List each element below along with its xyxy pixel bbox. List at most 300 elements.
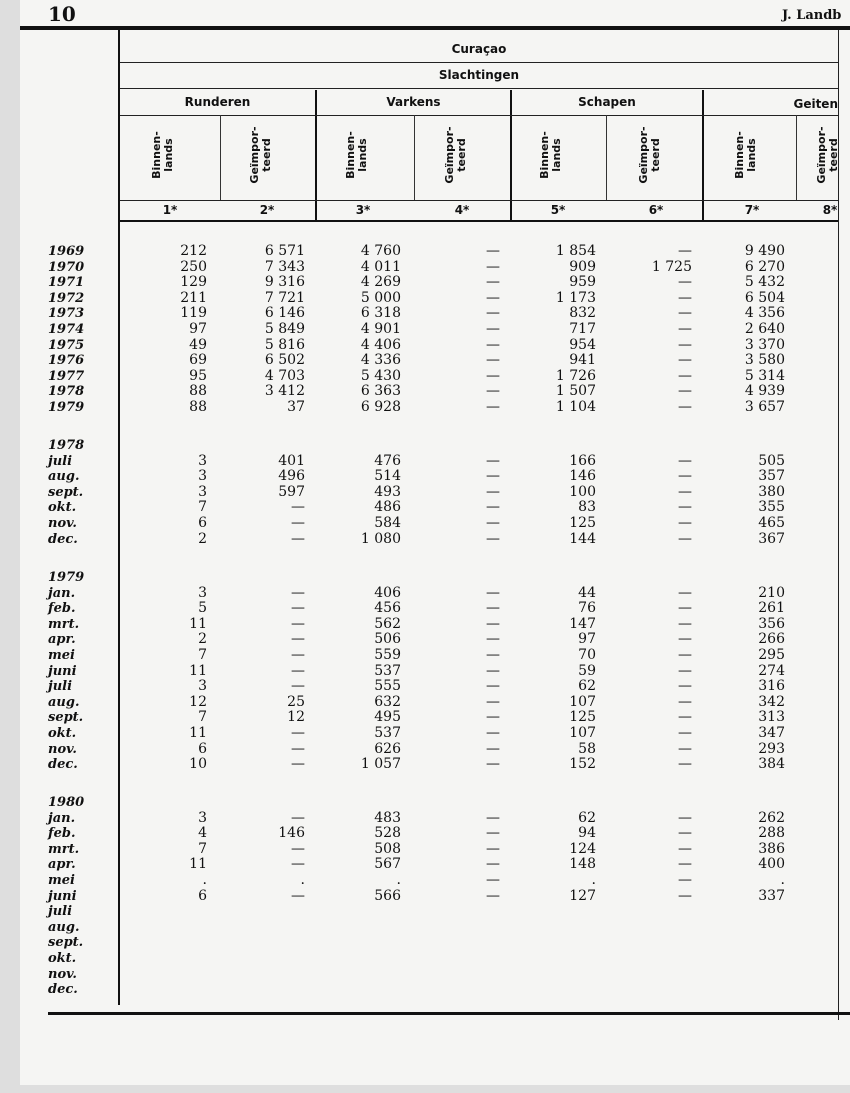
table-cell: 357 <box>758 468 785 485</box>
row-label: sept. <box>48 710 84 726</box>
table-cell: — <box>486 274 500 291</box>
table-cell: 3 <box>198 452 207 469</box>
table-cell: 1 080 <box>360 530 401 547</box>
row-label: juli <box>48 904 73 920</box>
table-cell: — <box>486 289 500 306</box>
row-label: 1978 <box>48 384 85 400</box>
table-cell: 4 406 <box>360 336 401 353</box>
table-cell: 147 <box>569 615 596 632</box>
table-cell: 1 725 <box>651 258 692 275</box>
table-cell: 493 <box>374 483 401 500</box>
table-cell: 262 <box>758 809 785 826</box>
table-cell: — <box>678 483 692 500</box>
col-number: 6* <box>648 203 664 217</box>
table-cell: 6 <box>198 740 207 757</box>
group-geiten: Geiten <box>793 97 838 111</box>
table-cell: — <box>291 600 305 617</box>
row-label: 1976 <box>48 353 85 369</box>
bottom-rule <box>48 1012 850 1015</box>
row-label: 1972 <box>48 290 85 306</box>
table-cell: 3 <box>198 483 207 500</box>
table-cell: 508 <box>374 840 401 857</box>
table-cell: — <box>486 483 500 500</box>
table-cell: 355 <box>758 499 785 516</box>
table-cell: 401 <box>278 452 305 469</box>
table-cell: — <box>678 809 692 826</box>
table-cell: — <box>291 647 305 663</box>
table-cell: — <box>678 452 692 469</box>
table-cell: — <box>678 678 692 695</box>
row-label: jan. <box>48 810 76 826</box>
table-cell: 3 580 <box>744 352 785 369</box>
table-cell: 6 <box>198 515 207 531</box>
header-subject: Slachtingen <box>438 68 520 82</box>
table-cell: 496 <box>278 468 305 485</box>
table-cell: — <box>486 399 500 415</box>
row-label: jan. <box>48 585 76 601</box>
table-cell: — <box>486 856 500 873</box>
table-cell: 62 <box>578 678 596 695</box>
page-edge <box>838 30 850 1020</box>
table-cell: — <box>486 825 500 842</box>
table-cell: 456 <box>374 600 401 617</box>
table-cell: 11 <box>189 856 207 873</box>
table-cell: 959 <box>569 274 596 291</box>
table-cell: 7 <box>198 499 207 516</box>
table-cell: — <box>678 584 692 601</box>
table-cell: — <box>291 584 305 601</box>
row-label: apr. <box>48 857 76 873</box>
header-region: Curaçao <box>451 42 507 56</box>
table-cell: 97 <box>189 321 207 337</box>
table-cell: 97 <box>578 631 596 648</box>
table-cell: 11 <box>189 725 207 741</box>
table-cell: 626 <box>374 740 401 757</box>
table-cell: — <box>678 352 692 369</box>
running-header: J. Landb <box>782 8 842 23</box>
rule <box>120 220 838 222</box>
table-cell: — <box>678 872 692 888</box>
table-cell: 6 <box>198 887 207 904</box>
table-cell: . <box>591 872 596 888</box>
table-cell: — <box>291 809 305 826</box>
table-cell: — <box>291 615 305 632</box>
row-label: nov. <box>48 741 77 757</box>
table-cell: 274 <box>758 662 785 679</box>
col-number: 5* <box>550 203 566 217</box>
table-cell: — <box>486 756 500 773</box>
table-cell: 11 <box>189 615 207 632</box>
table-cell: — <box>486 725 500 741</box>
table-cell: 6 363 <box>360 383 401 400</box>
row-label: dec. <box>48 757 78 773</box>
table-cell: 250 <box>180 258 207 275</box>
table-cell: — <box>486 600 500 617</box>
table-cell: — <box>678 887 692 904</box>
table-cell: 337 <box>758 887 785 904</box>
col-label: Geïmpor- teerd <box>637 126 662 184</box>
col-label: Binnen- lands <box>733 131 758 179</box>
table-cell: 6 502 <box>264 352 305 369</box>
table-cell: — <box>486 383 500 400</box>
col-number: 7* <box>744 203 760 217</box>
table-cell: — <box>486 678 500 695</box>
table-cell: — <box>678 600 692 617</box>
table-cell: 7 <box>198 647 207 663</box>
table-cell: 4 <box>198 825 207 842</box>
section-year: 1979 <box>48 570 85 585</box>
stub-divider <box>118 30 120 1005</box>
table-cell: 212 <box>180 243 207 259</box>
row-label: apr. <box>48 632 76 648</box>
table-cell: 483 <box>374 809 401 826</box>
table-cell: — <box>486 336 500 353</box>
row-label: juli <box>48 679 73 695</box>
table-cell: 88 <box>189 383 207 400</box>
table-cell: — <box>678 631 692 648</box>
table-cell: — <box>678 499 692 516</box>
table-cell: — <box>291 662 305 679</box>
table-cell: — <box>291 725 305 741</box>
table-cell: 632 <box>374 693 401 710</box>
table-cell: — <box>678 825 692 842</box>
table-cell: 2 <box>198 530 207 547</box>
table-cell: 9 316 <box>264 274 305 291</box>
table-cell: 514 <box>374 468 401 485</box>
table-cell: 129 <box>180 274 207 291</box>
table-cell: — <box>291 887 305 904</box>
section-year: 1980 <box>48 795 85 810</box>
table-cell: 10 <box>189 756 207 773</box>
table-cell: 5 000 <box>360 289 401 306</box>
table-cell: — <box>486 468 500 485</box>
table-cell: . <box>202 872 207 888</box>
table-cell: 406 <box>374 584 401 601</box>
row-label: feb. <box>48 601 76 617</box>
table-cell: 4 760 <box>360 243 401 259</box>
table-cell: 1 173 <box>555 289 596 306</box>
row-label: 1974 <box>48 322 85 337</box>
table-cell: 505 <box>758 452 785 469</box>
table-cell: — <box>486 631 500 648</box>
table-cell: 5 432 <box>744 274 785 291</box>
table-cell: 584 <box>374 515 401 531</box>
table-cell: 59 <box>578 662 596 679</box>
table-cell: 144 <box>569 530 596 547</box>
row-label: sept. <box>48 484 84 500</box>
row-label: sept. <box>48 935 84 951</box>
table-cell: — <box>678 740 692 757</box>
row-label: 1977 <box>48 368 85 384</box>
row-label: dec. <box>48 531 78 547</box>
table-cell: 6 928 <box>360 399 401 415</box>
table-cell: — <box>486 809 500 826</box>
table-cell: 1 057 <box>360 756 401 773</box>
table-cell: 295 <box>758 647 785 663</box>
table-cell: — <box>678 515 692 531</box>
table-cell: 70 <box>578 647 596 663</box>
table-cell: 5 <box>198 600 207 617</box>
table-cell: — <box>678 856 692 873</box>
table-cell: — <box>678 336 692 353</box>
row-label: juni <box>48 663 77 679</box>
table-cell: 25 <box>287 693 305 710</box>
table-cell: 3 <box>198 468 207 485</box>
table-cell: 288 <box>758 825 785 842</box>
col-divider <box>796 115 797 200</box>
row-label: okt. <box>48 951 77 966</box>
row-label: okt. <box>48 726 77 741</box>
table-cell: — <box>486 258 500 275</box>
table-cell: 2 640 <box>744 321 785 337</box>
table-cell: 4 336 <box>360 352 401 369</box>
table-cell: — <box>678 693 692 710</box>
table-cell: 94 <box>578 825 596 842</box>
row-label: feb. <box>48 826 76 842</box>
row-label: aug. <box>48 919 80 935</box>
table-cell: 166 <box>569 452 596 469</box>
table-cell: — <box>678 399 692 415</box>
table-cell: 559 <box>374 647 401 663</box>
table-cell: 210 <box>758 584 785 601</box>
table-cell: 76 <box>578 600 596 617</box>
table-cell: 476 <box>374 452 401 469</box>
table-cell: — <box>291 678 305 695</box>
table-cell: — <box>291 631 305 648</box>
table-cell: 717 <box>569 321 596 337</box>
table-cell: 4 939 <box>744 383 785 400</box>
col-label: Binnen- lands <box>538 131 563 179</box>
table-cell: 2 <box>198 631 207 648</box>
table-cell: — <box>486 662 500 679</box>
row-label: 1979 <box>48 400 85 415</box>
table-cell: 37 <box>287 399 305 415</box>
col-number: 8* <box>822 203 838 217</box>
table-cell: . <box>396 872 401 888</box>
row-label: okt. <box>48 500 77 516</box>
table-cell: — <box>678 615 692 632</box>
table-cell: — <box>678 274 692 291</box>
table-cell: 4 703 <box>264 367 305 384</box>
table-cell: — <box>291 840 305 857</box>
table-cell: 562 <box>374 615 401 632</box>
rule <box>120 62 838 63</box>
table-cell: 5 314 <box>744 367 785 384</box>
table-cell: 3 <box>198 809 207 826</box>
col-label: Geïmpor- teerd <box>443 126 468 184</box>
col-divider <box>414 115 415 200</box>
table-cell: — <box>678 647 692 663</box>
table-cell: 4 901 <box>360 321 401 337</box>
group-schapen: Schapen <box>578 95 636 109</box>
col-label: Geïmpor- teerd <box>248 126 273 184</box>
table-cell: 3 <box>198 584 207 601</box>
table-cell: 83 <box>578 499 596 516</box>
table-cell: 146 <box>278 825 305 842</box>
section-year: 1978 <box>48 438 85 453</box>
table-cell: 528 <box>374 825 401 842</box>
table-cell: — <box>291 530 305 547</box>
table-cell: 313 <box>758 709 785 726</box>
table-cell: — <box>486 530 500 547</box>
table-cell: 211 <box>180 289 207 306</box>
table-cell: 125 <box>569 515 596 531</box>
table-cell: — <box>486 872 500 888</box>
table-cell: 832 <box>569 305 596 322</box>
group-runderen: Runderen <box>184 95 251 109</box>
row-label: mei <box>48 873 75 888</box>
col-number: 1* <box>162 203 178 217</box>
table-cell: 12 <box>287 709 305 726</box>
row-label: mei <box>48 648 75 663</box>
table-cell: 400 <box>758 856 785 873</box>
table-cell: — <box>291 499 305 516</box>
table-cell: 465 <box>758 515 785 531</box>
table-cell: — <box>486 647 500 663</box>
row-label: 1975 <box>48 337 85 353</box>
col-divider <box>606 115 607 200</box>
row-label: 1970 <box>48 259 85 275</box>
table-cell: 1 507 <box>555 383 596 400</box>
table-cell: 125 <box>569 709 596 726</box>
table-cell: 44 <box>578 584 596 601</box>
table-cell: 58 <box>578 740 596 757</box>
table-cell: — <box>678 725 692 741</box>
table-cell: 3 <box>198 678 207 695</box>
table-cell: 6 571 <box>264 243 305 259</box>
table-cell: 495 <box>374 709 401 726</box>
table-cell: 100 <box>569 483 596 500</box>
col-label: Binnen- lands <box>344 131 369 179</box>
col-divider <box>220 115 221 200</box>
table-cell: — <box>486 740 500 757</box>
table-cell: — <box>291 856 305 873</box>
table-cell: 7 <box>198 840 207 857</box>
table-cell: — <box>486 615 500 632</box>
table-cell: 506 <box>374 631 401 648</box>
rule <box>120 115 838 116</box>
table-cell: 107 <box>569 693 596 710</box>
table-cell: 3 412 <box>264 383 305 400</box>
table-cell: 6 270 <box>744 258 785 275</box>
col-number: 3* <box>355 203 371 217</box>
row-label: nov. <box>48 966 77 982</box>
table-cell: 4 011 <box>360 258 401 275</box>
page-number: 10 <box>48 2 76 26</box>
table-cell: 1 854 <box>555 243 596 259</box>
table-cell: 1 104 <box>555 399 596 415</box>
table-cell: 555 <box>374 678 401 695</box>
table-cell: 342 <box>758 693 785 710</box>
table-cell: 380 <box>758 483 785 500</box>
table-cell: — <box>486 887 500 904</box>
table-cell: 88 <box>189 399 207 415</box>
row-label: mrt. <box>48 616 80 632</box>
top-rule <box>20 26 850 30</box>
row-label: juni <box>48 888 77 904</box>
table-cell: 367 <box>758 530 785 547</box>
table-cell: 3 370 <box>744 336 785 353</box>
table-cell: — <box>291 515 305 531</box>
col-label: Binnen- lands <box>150 131 175 179</box>
row-label: 1973 <box>48 306 85 322</box>
table-cell: — <box>486 515 500 531</box>
table-cell: — <box>678 468 692 485</box>
table-cell: 6 146 <box>264 305 305 322</box>
table-cell: 909 <box>569 258 596 275</box>
table-cell: 954 <box>569 336 596 353</box>
row-label: dec. <box>48 982 78 998</box>
rule <box>120 200 838 201</box>
table-cell: 5 430 <box>360 367 401 384</box>
table-cell: — <box>486 321 500 337</box>
table-cell: 119 <box>180 305 207 322</box>
page <box>20 0 850 1085</box>
table-cell: 941 <box>569 352 596 369</box>
table-cell: 69 <box>189 352 207 369</box>
table-cell: — <box>486 693 500 710</box>
table-cell: 567 <box>374 856 401 873</box>
table-cell: 293 <box>758 740 785 757</box>
table-cell: 316 <box>758 678 785 695</box>
table-cell: — <box>486 352 500 369</box>
table-cell: — <box>291 740 305 757</box>
table-cell: — <box>486 243 500 259</box>
table-cell: 9 490 <box>744 243 785 259</box>
col-label: Geïmpor- teerd <box>815 126 840 184</box>
table-cell: — <box>678 756 692 773</box>
table-cell: 127 <box>569 887 596 904</box>
row-label: 1971 <box>48 275 85 291</box>
table-cell: 537 <box>374 662 401 679</box>
group-varkens: Varkens <box>386 95 441 109</box>
table-cell: 486 <box>374 499 401 516</box>
table-cell: 6 504 <box>744 289 785 306</box>
table-cell: 597 <box>278 483 305 500</box>
table-cell: 152 <box>569 756 596 773</box>
row-label: aug. <box>48 694 80 710</box>
table-cell: — <box>678 305 692 322</box>
col-number: 2* <box>259 203 275 217</box>
table-cell: 12 <box>189 693 207 710</box>
table-cell: 3 657 <box>744 399 785 415</box>
table-cell: — <box>486 367 500 384</box>
table-cell: 7 343 <box>264 258 305 275</box>
table-cell: — <box>291 756 305 773</box>
table-cell: — <box>678 367 692 384</box>
rule <box>120 88 838 89</box>
table-cell: — <box>486 499 500 516</box>
row-label: nov. <box>48 516 77 531</box>
table-cell: — <box>678 530 692 547</box>
table-cell: — <box>486 305 500 322</box>
table-cell: 1 726 <box>555 367 596 384</box>
table-cell: 7 <box>198 709 207 726</box>
table-cell: 566 <box>374 887 401 904</box>
table-cell: — <box>678 321 692 337</box>
table-cell: 347 <box>758 725 785 741</box>
table-cell: 386 <box>758 840 785 857</box>
table-cell: — <box>486 709 500 726</box>
table-cell: — <box>678 289 692 306</box>
table-cell: — <box>678 709 692 726</box>
row-label: mrt. <box>48 841 80 857</box>
col-number: 4* <box>454 203 470 217</box>
table-cell: 356 <box>758 615 785 632</box>
table-cell: — <box>486 840 500 857</box>
table-cell: 6 318 <box>360 305 401 322</box>
table-cell: 7 721 <box>264 289 305 306</box>
